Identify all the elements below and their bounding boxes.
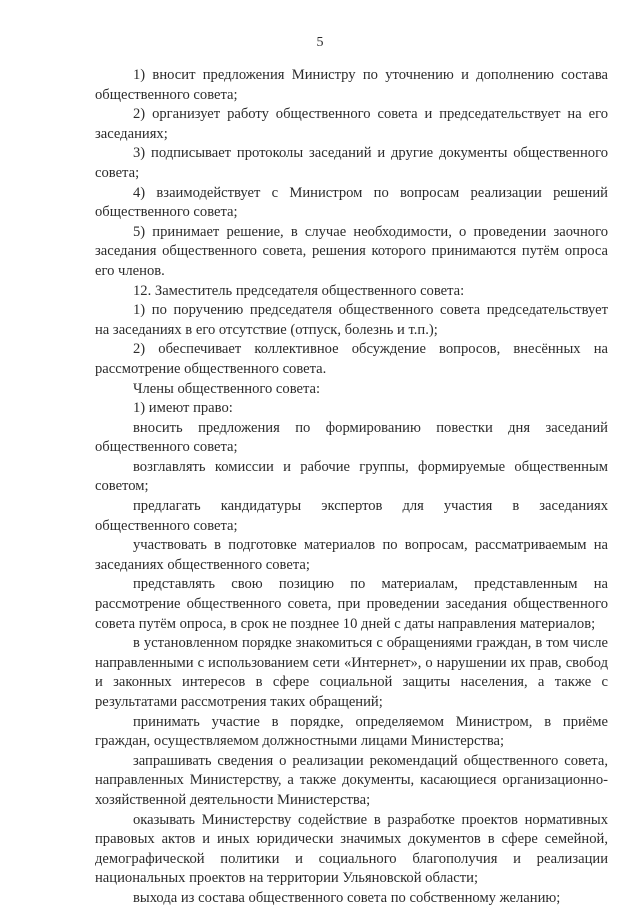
document-body [95, 66, 608, 909]
paragraph: участвовать в подготовке материалов по вопросам, рассматриваемым на заседаниях общественного совета; [95, 537, 608, 573]
paragraph: представлять свою позицию по материалам, представленным на рассмотрение общественного совета, при проведении заседания общественного совета путём опроса, в срок не позднее 10 дней с даты направления материалов; [95, 576, 608, 632]
paragraph: 3) подписывает протоколы заседаний и другие документы общественного совета; [95, 145, 608, 181]
paragraph: принимать участие в порядке, определяемом Министром, в приёме граждан, осуществляемом должностными лицами Министерства; [95, 713, 608, 750]
paragraph: 5) принимает решение, в случае необходимости, о проведении заочного заседания общественного совета, решения которого принимаются путём опроса его членов. [95, 223, 608, 279]
paragraph: 1) вносит предложения Министру по уточнению и дополнению состава общественного совета; [95, 67, 608, 103]
paragraph: запрашивать сведения о реализации рекомендаций общественного совета, направленных Министерству, а также документы, касающиеся организационно-хозяйственной деятельности Министерства; [95, 752, 608, 808]
section-heading: 12. Заместитель председателя общественного совета: [133, 282, 465, 299]
paragraph: 2) обеспечивает коллективное обсуждение вопросов, внесённых на рассмотрение общественного совета. [95, 341, 608, 377]
paragraph: выхода из состава общественного совета по собственному желанию; [133, 889, 561, 906]
paragraph: 1) по поручению председателя общественного совета председательствует на заседаниях в его отсутствие (отпуск, болезнь и т.п.); [95, 302, 608, 338]
page-number: 5 [316, 35, 324, 50]
paragraph: в установленном порядке знакомиться с обращениями граждан, в том числе направленными с использованием сети «Интернет», о нарушении их прав, свобод и законных интересов в сфере социальной защиты населения, а также с результатами рассмотрения таких обращений; [95, 635, 608, 710]
paragraph: оказывать Министерству содействие в разработке проектов нормативных правовых актов и иных юридически значимых документов в сфере семейной, демографической политики и социального благополучия и реализации национальных проектов на территории Ульяновской области; [95, 811, 608, 887]
paragraph: возглавлять комиссии и рабочие группы, формируемые общественным советом; [95, 458, 608, 495]
paragraph: вносить предложения по формированию повестки дня заседаний общественного совета; [95, 419, 608, 456]
paragraph: предлагать кандидатуры экспертов для участия в заседаниях общественного совета; [95, 498, 608, 534]
paragraph: 1) имеют право: [133, 400, 233, 417]
paragraph: 4) взаимодействует с Министром по вопросам реализации решений общественного совета; [95, 184, 608, 221]
paragraph: 2) организует работу общественного совета и председательствует на его заседаниях; [95, 106, 608, 142]
paragraph: Члены общественного совета: [133, 380, 321, 397]
